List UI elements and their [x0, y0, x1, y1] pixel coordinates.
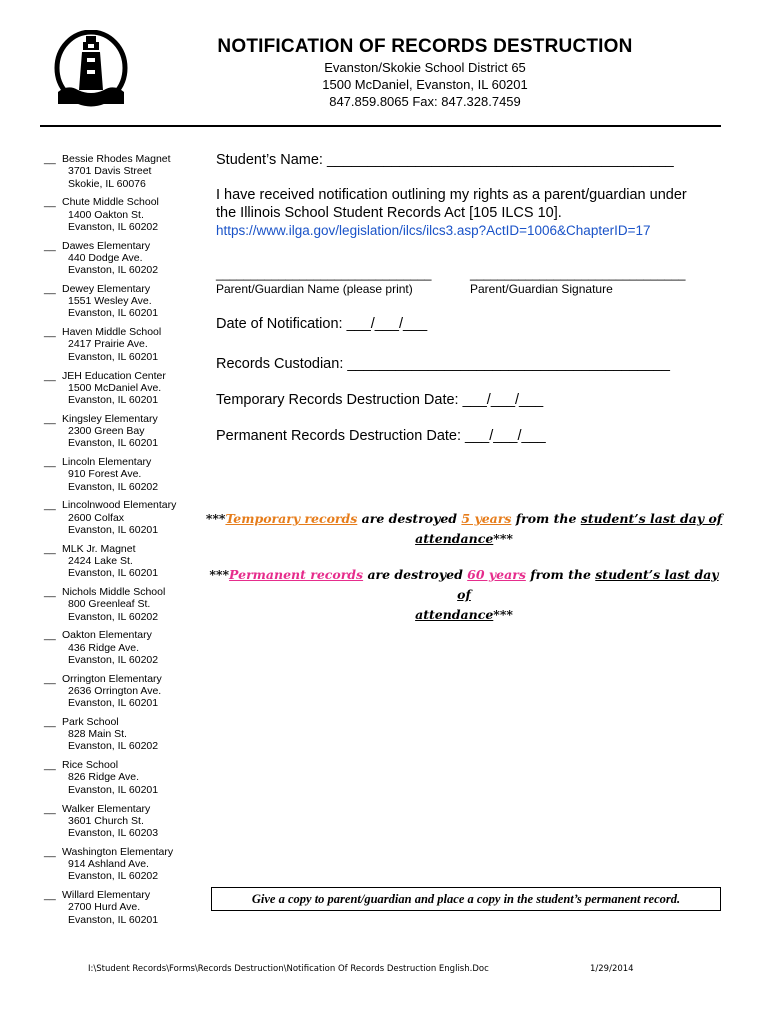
- school-entry[interactable]: [44, 499, 214, 536]
- school-entry[interactable]: [44, 629, 214, 666]
- district-name: Evanston/Skokie School District 65: [324, 60, 526, 75]
- school-entry[interactable]: [44, 543, 214, 580]
- permanent-destruction-date-field[interactable]: Permanent Records Destruction Date: ___/___/___: [216, 428, 546, 444]
- school-checkbox-blank[interactable]: __: [44, 889, 56, 902]
- school-name: Park School: [62, 715, 119, 728]
- school-name: Bessie Rhodes Magnet: [62, 153, 171, 165]
- note-stars: ***: [493, 531, 513, 546]
- school-checkbox-blank[interactable]: __: [44, 499, 56, 512]
- note-stars: ***: [205, 511, 226, 526]
- school-checkbox-blank[interactable]: __: [44, 629, 56, 642]
- school-checkbox-blank[interactable]: __: [44, 672, 56, 685]
- school-street: 3601 Church St.: [68, 814, 144, 827]
- school-street: 910 Forest Ave.: [68, 468, 142, 481]
- school-name: Washington Elementary: [62, 845, 174, 858]
- note-stars: ***: [493, 607, 513, 622]
- school-street: 1500 McDaniel Ave.: [68, 381, 162, 394]
- school-entry[interactable]: [44, 413, 214, 450]
- school-name: Dawes Elementary: [62, 239, 151, 252]
- student-name-field[interactable]: Student’s Name: ___________________________________________: [216, 152, 674, 168]
- school-street: 800 Greenleaf St.: [68, 598, 151, 611]
- note-text: from the: [525, 567, 596, 582]
- school-name: JEH Education Center: [62, 369, 166, 382]
- school-entry[interactable]: [44, 846, 214, 883]
- temporary-years: 5 years: [461, 511, 512, 526]
- school-name: Lincoln Elementary: [62, 456, 152, 469]
- school-name: Haven Middle School: [62, 326, 162, 339]
- school-street: 828 Main St.: [68, 728, 127, 741]
- school-city: Evanston, IL 60201: [68, 307, 159, 320]
- school-city: Evanston, IL 60202: [68, 220, 159, 233]
- school-street: 914 Ashland Ave.: [68, 858, 149, 871]
- note-text: are destroyed: [357, 511, 462, 526]
- parent-signature-label: Parent/Guardian Signature: [470, 282, 613, 296]
- school-checkbox-blank[interactable]: __: [44, 282, 56, 295]
- copy-instruction-box: Give a copy to parent/guardian and place a copy in the student’s permanent record.: [211, 887, 721, 911]
- school-street: 436 Ridge Ave.: [68, 641, 140, 654]
- school-city: Evanston, IL 60201: [68, 913, 159, 926]
- school-checkbox-blank[interactable]: __: [44, 369, 56, 382]
- header-divider: [40, 125, 721, 127]
- school-checkbox-blank[interactable]: __: [44, 239, 56, 252]
- footer-file-path: I:\Student Records\Forms\Records Destruction\Notification Of Records Destruction English.Doc: [88, 964, 489, 974]
- school-entry[interactable]: [44, 759, 214, 796]
- school-city: Evanston, IL 60202: [68, 480, 159, 493]
- permanent-records-label: Permanent records: [229, 567, 364, 582]
- school-city: Evanston, IL 60201: [68, 437, 159, 450]
- school-entry[interactable]: [44, 240, 214, 277]
- school-checkbox-blank[interactable]: __: [44, 542, 56, 555]
- school-street: 2424 Lake St.: [68, 554, 133, 567]
- school-checkbox-blank[interactable]: __: [44, 845, 56, 858]
- district-address: 1500 McDaniel, Evanston, IL 60201: [322, 77, 528, 92]
- school-city: Evanston, IL 60201: [68, 394, 159, 407]
- note-text: are destroyed: [363, 567, 468, 582]
- school-city: Evanston, IL 60202: [68, 610, 159, 623]
- school-city: Evanston, IL 60201: [68, 783, 159, 796]
- footer-date: 1/29/2014: [590, 964, 634, 974]
- school-name: Rice School: [62, 759, 119, 772]
- school-street: 826 Ridge Ave.: [68, 771, 140, 784]
- temporary-destruction-date-field[interactable]: Temporary Records Destruction Date: ___/___/___: [216, 392, 544, 408]
- school-checkbox-blank[interactable]: __: [44, 412, 56, 425]
- district-logo-lighthouse-icon: [54, 30, 128, 110]
- school-street: 2636 Orrington Ave.: [68, 684, 162, 697]
- page-title: NOTIFICATION OF RECORDS DESTRUCTION: [217, 36, 633, 57]
- note-text: student’s last day of: [457, 567, 719, 602]
- school-checkbox-blank[interactable]: __: [44, 196, 56, 209]
- date-of-notification-field[interactable]: Date of Notification: ___/___/___: [216, 316, 428, 332]
- school-name: Dewey Elementary: [62, 282, 151, 295]
- school-street: 2300 Green Bay: [68, 425, 145, 438]
- school-name: Orrington Elementary: [62, 672, 162, 685]
- temporary-records-label: Temporary records: [225, 511, 358, 526]
- note-text: student’s last day of: [580, 511, 723, 526]
- acknowledgement-line-2: the Illinois School Student Records Act [105 ILCS 10].: [216, 205, 562, 221]
- school-entry[interactable]: [44, 370, 214, 407]
- permanent-records-note: [204, 565, 724, 625]
- school-city: Skokie, IL 60076: [68, 177, 146, 190]
- parent-name-blank[interactable]: _______________________________: [216, 267, 432, 281]
- note-text: from the: [511, 511, 581, 526]
- school-name: MLK Jr. Magnet: [62, 542, 136, 555]
- school-name: Walker Elementary: [62, 802, 151, 815]
- records-custodian-field[interactable]: Records Custodian: ________________________________________: [216, 356, 670, 372]
- school-city: Evanston, IL 60201: [68, 350, 159, 363]
- school-city: Evanston, IL 60202: [68, 653, 159, 666]
- school-street: 3701 Davis Street: [68, 165, 152, 178]
- school-entry[interactable]: [44, 803, 214, 840]
- school-city: Evanston, IL 60202: [68, 740, 159, 753]
- note-text: attendance: [415, 531, 494, 546]
- school-entry[interactable]: [44, 716, 214, 753]
- school-checkbox-blank[interactable]: __: [44, 153, 56, 165]
- school-name: Lincolnwood Elementary: [62, 499, 177, 512]
- school-city: Evanston, IL 60201: [68, 567, 159, 580]
- school-checkbox-blank[interactable]: __: [44, 715, 56, 728]
- school-name: Willard Elementary: [62, 889, 151, 902]
- permanent-years: 60 years: [467, 567, 526, 582]
- school-street: 1400 Oakton St.: [68, 208, 144, 221]
- parent-name-label: Parent/Guardian Name (please print): [216, 282, 413, 296]
- school-checkbox-blank[interactable]: __: [44, 802, 56, 815]
- parent-signature-blank[interactable]: _______________________________: [470, 267, 686, 281]
- district-phone: 847.859.8065 Fax: 847.328.7459: [329, 94, 521, 109]
- school-entry[interactable]: [44, 283, 214, 320]
- school-checkbox-blank[interactable]: __: [44, 456, 56, 469]
- school-street: 440 Dodge Ave.: [68, 251, 143, 264]
- school-city: Evanston, IL 60201: [68, 697, 159, 710]
- school-name: Nichols Middle School: [62, 586, 166, 598]
- school-street: 1551 Wesley Ave.: [68, 295, 152, 308]
- school-entry[interactable]: [44, 153, 214, 190]
- school-street: 2600 Colfax: [68, 511, 125, 524]
- school-city: Evanston, IL 60202: [68, 870, 159, 883]
- ilcs-link[interactable]: https://www.ilga.gov/legislation/ilcs/ilcs3.asp?ActID=1006&ChapterID=17: [216, 223, 651, 238]
- school-entry[interactable]: [44, 196, 214, 233]
- school-street: 2417 Prairie Ave.: [68, 338, 148, 351]
- school-checkbox-blank[interactable]: __: [44, 759, 56, 772]
- school-entry[interactable]: [44, 889, 214, 926]
- school-checkbox-blank[interactable]: __: [44, 326, 56, 339]
- school-entry[interactable]: [44, 456, 214, 493]
- note-stars: ***: [209, 567, 230, 582]
- school-entry[interactable]: [44, 673, 214, 710]
- temporary-records-note: [204, 509, 724, 549]
- school-entry[interactable]: [44, 326, 214, 363]
- school-name: Chute Middle School: [62, 196, 159, 209]
- school-name: Oakton Elementary: [62, 629, 152, 642]
- school-city: Evanston, IL 60203: [68, 827, 159, 840]
- acknowledgement-line-1: I have received notification outlining my rights as a parent/guardian under: [216, 187, 687, 203]
- note-text: attendance: [415, 607, 494, 622]
- school-entry[interactable]: [44, 586, 214, 623]
- school-name: Kingsley Elementary: [62, 412, 158, 425]
- school-street: 2700 Hurd Ave.: [68, 901, 141, 914]
- school-checkbox-blank[interactable]: __: [44, 586, 56, 598]
- school-city: Evanston, IL 60202: [68, 264, 159, 277]
- school-city: Evanston, IL 60201: [68, 523, 159, 536]
